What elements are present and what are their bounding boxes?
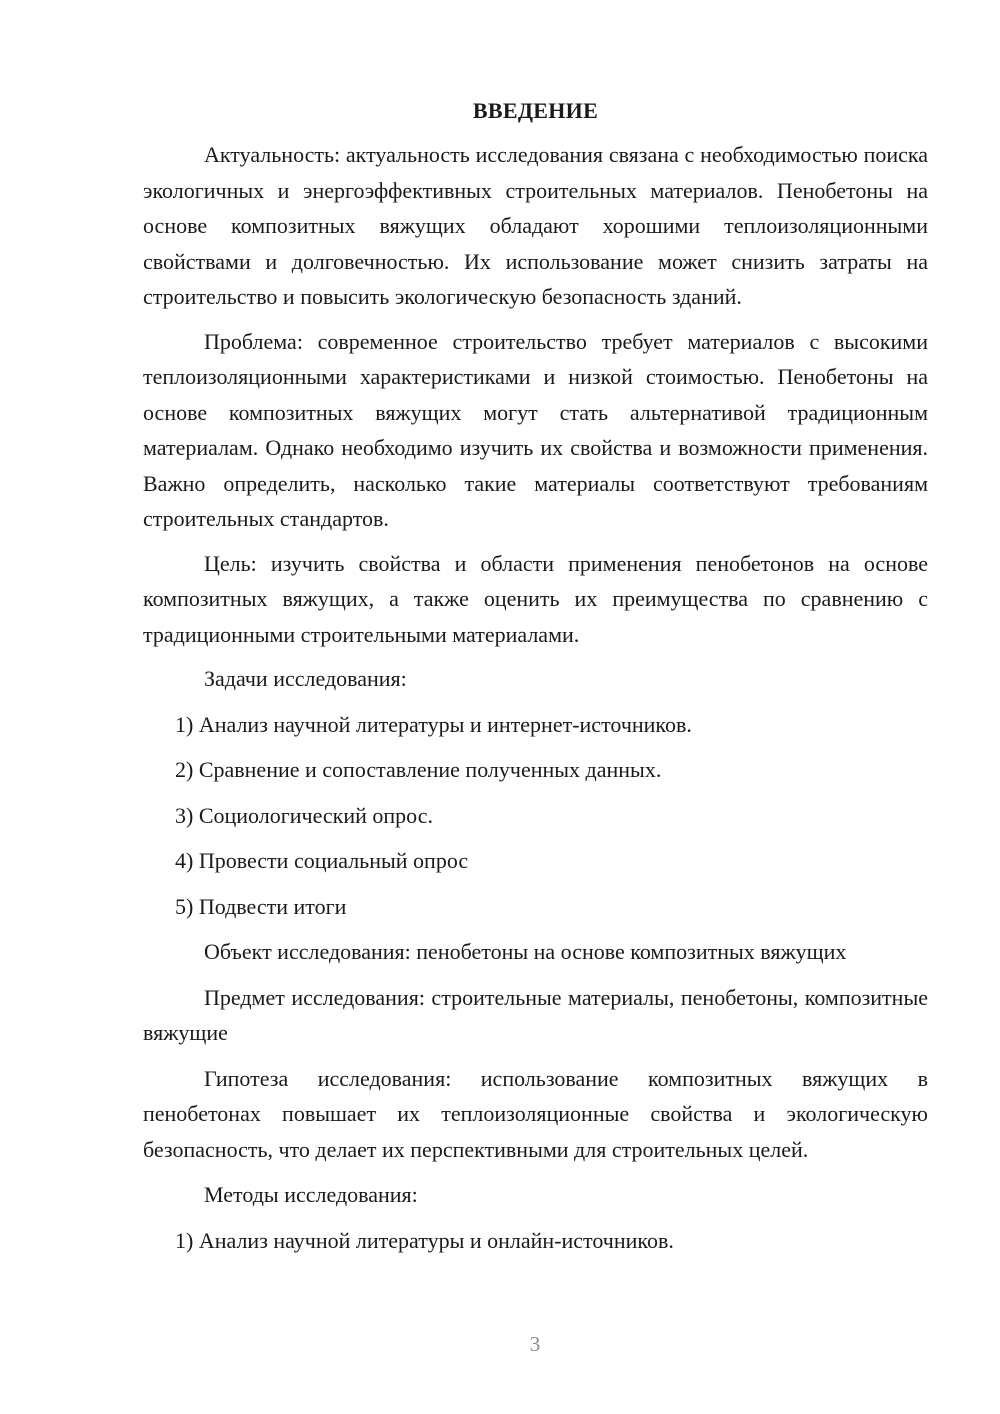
methods-heading: Методы исследования:: [204, 1182, 418, 1207]
tasks-list: [143, 707, 928, 925]
subject-paragraph: Предмет исследования: строительные материалы, пенобетоны, композитные вяжущие: [143, 984, 928, 1045]
document-page: [143, 94, 928, 1258]
method-item-1: 1) Анализ научной литературы и онлайн-источников.: [175, 1227, 674, 1253]
tasks-heading: Задачи исследования:: [204, 666, 407, 691]
task-item-5: 5) Подвести итоги: [175, 893, 347, 919]
object-paragraph: Объект исследования: пенобетоны на основе композитных вяжущих: [204, 939, 847, 964]
task-item-4: 4) Провести социальный опрос: [175, 848, 469, 873]
hypothesis-paragraph: Гипотеза исследования: использование композитных вяжущих в пенобетонах повышает их теплоизоляционные свойства и экологическую безопасность, что делает их перспективными для строительных целей.: [143, 1065, 928, 1162]
relevance-paragraph: Актуальность: актуальность исследования связана с необходимостью поиска экологичных и энергоэффективных строительных материалов. Пенобетоны на основе композитных вяжущих обладают хорошими теплоизоляционными свойствами и долговечностью. Их использование может снизить затраты на строительство и повысить экологическую безопасность зданий.: [143, 142, 928, 309]
goal-paragraph: Цель: изучить свойства и области применения пенобетонов на основе композитных вяжущих, а также оценить их преимущества по сравнению с традиционными строительными материалами.: [143, 550, 928, 647]
task-item-3: 3) Социологический опрос.: [175, 802, 433, 828]
page-number: 3: [529, 1332, 541, 1356]
methods-list: [143, 1223, 928, 1259]
task-item-2: 2) Сравнение и сопоставление полученных данных.: [175, 757, 662, 782]
page-title: ВВЕДЕНИЕ: [472, 98, 599, 123]
task-item-1: 1) Анализ научной литературы и интернет-источников.: [175, 711, 692, 737]
problem-paragraph: Проблема: современное строительство требует материалов с высокими теплоизоляционными характеристиками и низкой стоимостью. Пенобетоны на основе композитных вяжущих могут стать альтернативой традиционным материалам. Однако необходимо изучить их свойства и возможности применения. Важно определить, насколько такие материалы соответствуют требованиям строительных стандартов.: [143, 328, 928, 531]
